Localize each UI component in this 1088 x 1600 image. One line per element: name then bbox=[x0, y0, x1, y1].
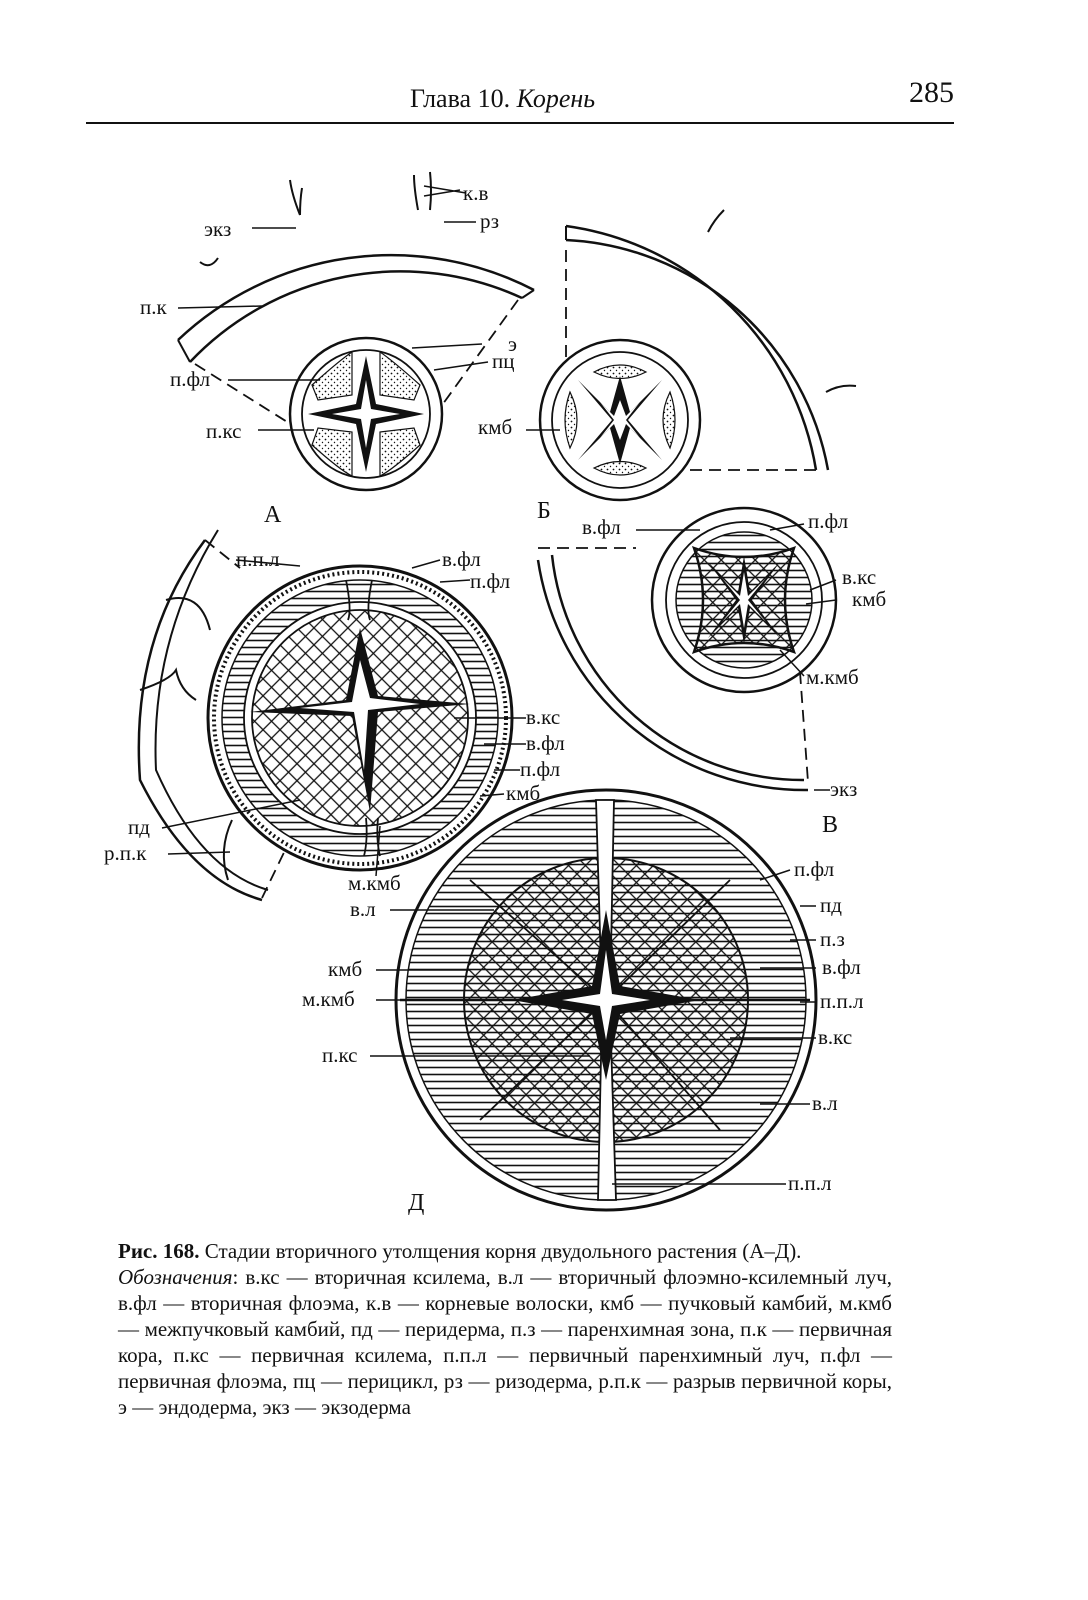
label-rpk: р.п.к bbox=[104, 841, 147, 865]
page-number: 285 bbox=[909, 76, 954, 109]
label-ekz-a: экз bbox=[204, 217, 232, 241]
panel-b bbox=[540, 210, 856, 500]
label-vks-v: в.кс bbox=[842, 565, 877, 589]
chapter-number: Глава 10. bbox=[410, 84, 511, 113]
figure-caption bbox=[118, 1238, 892, 1420]
label-pd-d: пд bbox=[820, 893, 842, 917]
caption-legend bbox=[118, 1264, 892, 1420]
label-vfl-g2: в.фл bbox=[526, 731, 565, 755]
panel-letter-a: А bbox=[264, 502, 282, 528]
label-vfl-g: в.фл bbox=[442, 547, 481, 571]
chapter-title: Корень bbox=[516, 84, 596, 113]
panel-letter-d: Д bbox=[408, 1190, 425, 1216]
caption-title: Стадии вторичного утолщения корня двудольного растения (А–Д). bbox=[204, 1239, 802, 1263]
legend-label: Обозначения bbox=[118, 1265, 233, 1289]
label-pfl-g: п.фл bbox=[470, 569, 511, 593]
label-kmb-g: кмб bbox=[506, 781, 541, 805]
label-mkmb-g: м.кмб bbox=[348, 871, 401, 895]
legend-text: : в.кс — вторичная ксилема, в.л — вторичный флоэмно-ксилемный луч, в.фл — вторичная флоэма, к.в — корневые волоски, кмб — пучковый камбий, м.кмб — межпучковый камбий, пд — перидерма, п.з — паренхимная зона, п.к — первичная кора, п.кс — первичная ксилема, п.п.л — первичный паренхимный луч, п.фл — первичная флоэма, пц — перицикл, рз — ризодерма, р.п.к — разрыв первичной коры, э — эндодерма, экз — экзодерма bbox=[118, 1265, 892, 1419]
label-pfl-a: п.фл bbox=[170, 367, 211, 391]
label-e: э bbox=[508, 332, 518, 356]
label-mkmb-v: м.кмб bbox=[806, 665, 859, 689]
figure-number: Рис. 168. bbox=[118, 1239, 200, 1263]
label-kmb-v: кмб bbox=[852, 587, 887, 611]
label-kv-top: к.в bbox=[463, 181, 489, 205]
label-ppl-d: п.п.л bbox=[820, 989, 864, 1013]
label-vl-d: в.л bbox=[350, 897, 376, 921]
label-pks-a: п.кс bbox=[206, 419, 242, 443]
label-vl-d2: в.л bbox=[812, 1091, 838, 1115]
label-vks-d: в.кс bbox=[818, 1025, 853, 1049]
label-ppl-g: п.п.л bbox=[236, 547, 280, 571]
panel-g bbox=[139, 530, 512, 900]
label-kmb-d: кмб bbox=[328, 957, 363, 981]
label-kmb-b: кмб bbox=[478, 415, 513, 439]
panel-letter-b: Б bbox=[537, 498, 551, 524]
label-pts: пц bbox=[492, 349, 515, 373]
label-vks-g: в.кс bbox=[526, 705, 561, 729]
label-rz: рз bbox=[480, 209, 500, 233]
label-mkmb-d: м.кмб bbox=[302, 987, 355, 1011]
label-pks-d: п.кс bbox=[322, 1043, 358, 1067]
panel-v bbox=[538, 508, 836, 790]
label-pfl-v: п.фл bbox=[808, 509, 849, 533]
label-pz: п.з bbox=[820, 927, 845, 951]
label-pfl-d: п.фл bbox=[794, 857, 835, 881]
label-pd-g: пд bbox=[128, 815, 150, 839]
label-vfl-v: в.фл bbox=[582, 515, 621, 539]
panel-letter-v: В bbox=[822, 812, 839, 838]
label-ekz-v: экз bbox=[830, 777, 858, 801]
caption-title-line bbox=[118, 1238, 892, 1264]
label-pfl-g2: п.фл bbox=[520, 757, 561, 781]
label-pk: п.к bbox=[140, 295, 167, 319]
label-vfl-d: в.фл bbox=[822, 955, 861, 979]
label-ppl-d2: п.п.л bbox=[788, 1171, 832, 1195]
